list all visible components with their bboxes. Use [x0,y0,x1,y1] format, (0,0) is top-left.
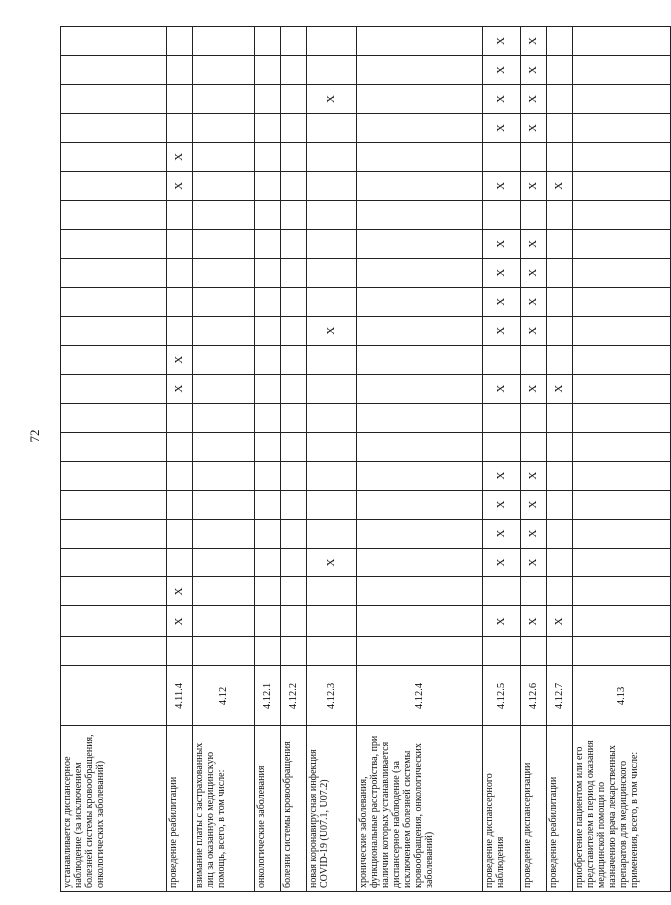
mark-cell [357,27,483,56]
mark-cell [61,374,167,403]
mark-cell [521,345,547,374]
mark-cell: X [521,229,547,258]
mark-cell: X [521,548,547,577]
mark-cell [547,345,573,374]
mark-cell: X [483,606,521,637]
mark-cell [547,490,573,519]
mark-cell [357,548,483,577]
mark-cell [547,113,573,142]
mark-cell [255,432,281,461]
mark-cell [547,258,573,287]
table-row [193,27,255,892]
mark-cell [281,142,307,171]
mark-cell [357,171,483,200]
mark-cell: X [547,606,573,637]
mark-cell [573,403,671,432]
row-name-cell: болезни системы кровообращения [281,726,307,892]
mark-cell [167,258,193,287]
mark-cell [573,637,671,666]
mark-cell [483,142,521,171]
mark-cell [61,258,167,287]
mark-cell [255,258,281,287]
mark-cell [483,200,521,229]
mark-cell: X [521,374,547,403]
mark-cell [357,606,483,637]
mark-cell: X [483,374,521,403]
mark-cell [281,200,307,229]
mark-cell [193,548,255,577]
mark-cell [193,403,255,432]
mark-cell [61,316,167,345]
mark-cell [255,113,281,142]
mark-cell [255,27,281,56]
mark-cell [167,461,193,490]
mark-cell [573,85,671,114]
mark-cell [573,113,671,142]
table-row [573,27,671,892]
mark-cell [255,403,281,432]
row-name-cell: проведение диспансерного наблюдения [483,726,521,892]
mark-cell [255,316,281,345]
mark-cell [61,200,167,229]
table-row [357,27,483,892]
mark-cell: X [483,171,521,200]
mark-cell [255,229,281,258]
row-name-cell: проведение реабилитации [547,726,573,892]
mark-cell [357,113,483,142]
mark-cell [521,637,547,666]
mark-cell [193,577,255,606]
mark-cell [357,432,483,461]
mark-cell [307,461,357,490]
mark-cell: X [307,85,357,114]
mark-cell [547,432,573,461]
mark-cell [281,345,307,374]
mark-cell [547,200,573,229]
mark-cell [193,229,255,258]
table-row [281,27,307,892]
mark-cell [255,577,281,606]
mark-cell [357,200,483,229]
mark-cell [281,432,307,461]
mark-cell: X [483,461,521,490]
mark-cell [357,85,483,114]
mark-cell [255,490,281,519]
mark-cell [193,142,255,171]
mark-cell [307,637,357,666]
mark-cell [61,606,167,637]
row-code-cell: 4.12.7 [547,666,573,726]
mark-cell [193,490,255,519]
mark-cell [255,200,281,229]
mark-cell [521,577,547,606]
mark-cell [193,200,255,229]
mark-cell: X [483,258,521,287]
mark-cell: X [521,27,547,56]
mark-cell [193,171,255,200]
row-code-cell: 4.12.3 [307,666,357,726]
mark-cell: X [521,258,547,287]
mark-cell [521,200,547,229]
mark-cell [573,316,671,345]
mark-cell [307,229,357,258]
mark-cell [483,403,521,432]
row-name-cell: хронические заболевания, функциональные расстройства, при наличии которых устанавливается диспансерное наблюдение (за исключением болезней системы кровообращения, онкологических заболеваний) [357,726,483,892]
mark-cell: X [521,287,547,316]
table-row [521,27,547,892]
mark-cell [61,403,167,432]
mark-cell [193,345,255,374]
mark-cell [357,316,483,345]
mark-cell [573,606,671,637]
mark-cell [307,577,357,606]
row-code-cell: 4.12.5 [483,666,521,726]
mark-cell [61,287,167,316]
mark-cell [573,287,671,316]
mark-cell [307,606,357,637]
mark-cell [547,577,573,606]
mark-cell [193,374,255,403]
mark-cell [61,548,167,577]
mark-cell [193,316,255,345]
mark-cell [281,258,307,287]
mark-cell [307,403,357,432]
mark-cell [281,577,307,606]
row-name-cell: проведение диспансеризации [521,726,547,892]
mark-cell [61,85,167,114]
mark-cell [547,142,573,171]
mark-cell: X [307,316,357,345]
mark-cell [255,85,281,114]
mark-cell: X [521,171,547,200]
mark-cell: X [167,345,193,374]
mark-cell [573,432,671,461]
mark-cell [573,56,671,85]
data-table [60,26,671,892]
row-name-cell: проведение реабилитации [167,726,193,892]
mark-cell [573,461,671,490]
mark-cell: X [483,490,521,519]
mark-cell [281,316,307,345]
mark-cell [483,432,521,461]
row-code-cell: 4.12 [193,666,255,726]
mark-cell: X [483,548,521,577]
row-code-cell: 4.11.4 [167,666,193,726]
mark-cell [357,142,483,171]
mark-cell [167,27,193,56]
mark-cell: X [521,519,547,548]
mark-cell [255,56,281,85]
mark-cell [281,519,307,548]
row-code-cell: 4.12.1 [255,666,281,726]
mark-cell [61,577,167,606]
mark-cell: X [483,316,521,345]
mark-cell: X [521,490,547,519]
mark-cell [167,56,193,85]
mark-cell [307,345,357,374]
mark-cell [307,374,357,403]
mark-cell [193,287,255,316]
mark-cell [167,316,193,345]
mark-cell: X [167,606,193,637]
row-code-cell: 4.12.6 [521,666,547,726]
mark-cell: X [521,56,547,85]
mark-cell [167,287,193,316]
mark-cell [357,258,483,287]
mark-cell [255,461,281,490]
mark-cell [255,287,281,316]
mark-cell [167,637,193,666]
mark-cell [255,142,281,171]
mark-cell: X [307,548,357,577]
mark-cell [483,637,521,666]
mark-cell [167,85,193,114]
mark-cell [193,637,255,666]
mark-cell [281,27,307,56]
mark-cell [357,345,483,374]
mark-cell [281,548,307,577]
mark-cell [547,403,573,432]
mark-cell [61,27,167,56]
mark-cell: X [547,374,573,403]
mark-cell [61,637,167,666]
mark-cell [167,490,193,519]
mark-cell [357,56,483,85]
mark-cell [573,519,671,548]
mark-cell [255,637,281,666]
mark-cell [61,461,167,490]
mark-cell [281,461,307,490]
mark-cell [307,287,357,316]
mark-cell: X [547,171,573,200]
mark-cell [255,374,281,403]
mark-cell [573,229,671,258]
mark-cell: X [483,56,521,85]
mark-cell: X [521,113,547,142]
mark-cell: X [167,374,193,403]
mark-cell [61,519,167,548]
mark-cell [61,113,167,142]
mark-cell [307,113,357,142]
mark-cell [547,287,573,316]
mark-cell [193,27,255,56]
mark-cell [573,171,671,200]
mark-cell [307,519,357,548]
mark-cell [573,548,671,577]
mark-cell [193,258,255,287]
mark-cell [573,490,671,519]
mark-cell: X [483,85,521,114]
mark-cell: X [521,606,547,637]
mark-cell [573,142,671,171]
mark-cell [193,85,255,114]
mark-cell [521,432,547,461]
mark-cell [281,490,307,519]
table-row [307,27,357,892]
mark-cell [357,374,483,403]
row-code-cell: 4.13 [573,666,671,726]
mark-cell [167,548,193,577]
mark-cell [281,56,307,85]
mark-cell [573,27,671,56]
mark-cell [357,519,483,548]
table-row [483,27,521,892]
mark-cell [61,432,167,461]
mark-cell [167,403,193,432]
mark-cell [521,403,547,432]
mark-cell [307,142,357,171]
table-row [255,27,281,892]
mark-cell [61,229,167,258]
mark-cell: X [521,85,547,114]
mark-cell [281,637,307,666]
mark-cell [193,461,255,490]
mark-cell [307,56,357,85]
mark-cell [573,577,671,606]
mark-cell [281,606,307,637]
mark-cell [167,200,193,229]
rotated-table [60,26,640,892]
mark-cell [167,519,193,548]
mark-cell [521,142,547,171]
row-name-cell: новая коронавирусная инфекция COVID-19 (U07.1, U07.2) [307,726,357,892]
mark-cell [573,374,671,403]
mark-cell [193,606,255,637]
mark-cell [255,345,281,374]
mark-cell [547,56,573,85]
mark-cell [61,142,167,171]
mark-cell [193,432,255,461]
mark-cell [307,27,357,56]
mark-cell [357,403,483,432]
mark-cell [357,490,483,519]
mark-cell [547,316,573,345]
row-code-cell [61,666,167,726]
mark-cell [357,229,483,258]
mark-cell [281,113,307,142]
mark-cell: X [483,27,521,56]
mark-cell [61,171,167,200]
mark-cell [547,637,573,666]
mark-cell [547,461,573,490]
mark-cell: X [167,142,193,171]
mark-cell [307,171,357,200]
mark-cell [281,403,307,432]
mark-cell: X [483,229,521,258]
mark-cell [255,548,281,577]
mark-cell [357,577,483,606]
mark-cell [281,85,307,114]
mark-cell [193,56,255,85]
mark-cell [547,85,573,114]
row-code-cell: 4.12.2 [281,666,307,726]
mark-cell [573,345,671,374]
mark-cell [547,27,573,56]
mark-cell [547,519,573,548]
mark-cell [357,461,483,490]
row-name-cell: взимание платы с застрахованных лиц за оказанную медицинскую помощь, всего, в том числе: [193,726,255,892]
table-row [547,27,573,892]
rotated-table-viewport [60,26,640,892]
mark-cell [167,113,193,142]
mark-cell [167,432,193,461]
mark-cell [61,56,167,85]
mark-cell: X [521,316,547,345]
mark-cell [357,637,483,666]
mark-cell: X [167,171,193,200]
mark-cell [281,287,307,316]
mark-cell [255,171,281,200]
mark-cell [573,200,671,229]
mark-cell [307,200,357,229]
mark-cell: X [483,113,521,142]
row-name-cell: онкологические заболевания [255,726,281,892]
mark-cell [255,606,281,637]
mark-cell [307,490,357,519]
table-row [61,27,167,892]
mark-cell: X [521,461,547,490]
mark-cell: X [483,287,521,316]
mark-cell [61,345,167,374]
mark-cell: X [167,577,193,606]
mark-cell [61,490,167,519]
mark-cell [281,374,307,403]
mark-cell [307,258,357,287]
row-code-cell: 4.12.4 [357,666,483,726]
row-name-cell: устанавливается диспансерное наблюдение (за исключением болезней системы кровообращения, онкологических заболеваний) [61,726,167,892]
mark-cell [281,229,307,258]
page-number: 72 [27,429,42,443]
mark-cell: X [483,519,521,548]
mark-cell [167,229,193,258]
mark-cell [307,432,357,461]
mark-cell [255,519,281,548]
mark-cell [483,345,521,374]
mark-cell [573,258,671,287]
row-name-cell: приобретение пациентом или его представителем в период оказания медицинской помощи по назначению врача лекарственных препаратов для медицинского применения, всего, в том числе: [573,726,671,892]
mark-cell [193,519,255,548]
mark-cell [547,229,573,258]
mark-cell [547,548,573,577]
mark-cell [483,577,521,606]
table-row [167,27,193,892]
mark-cell [357,287,483,316]
mark-cell [193,113,255,142]
mark-cell [281,171,307,200]
